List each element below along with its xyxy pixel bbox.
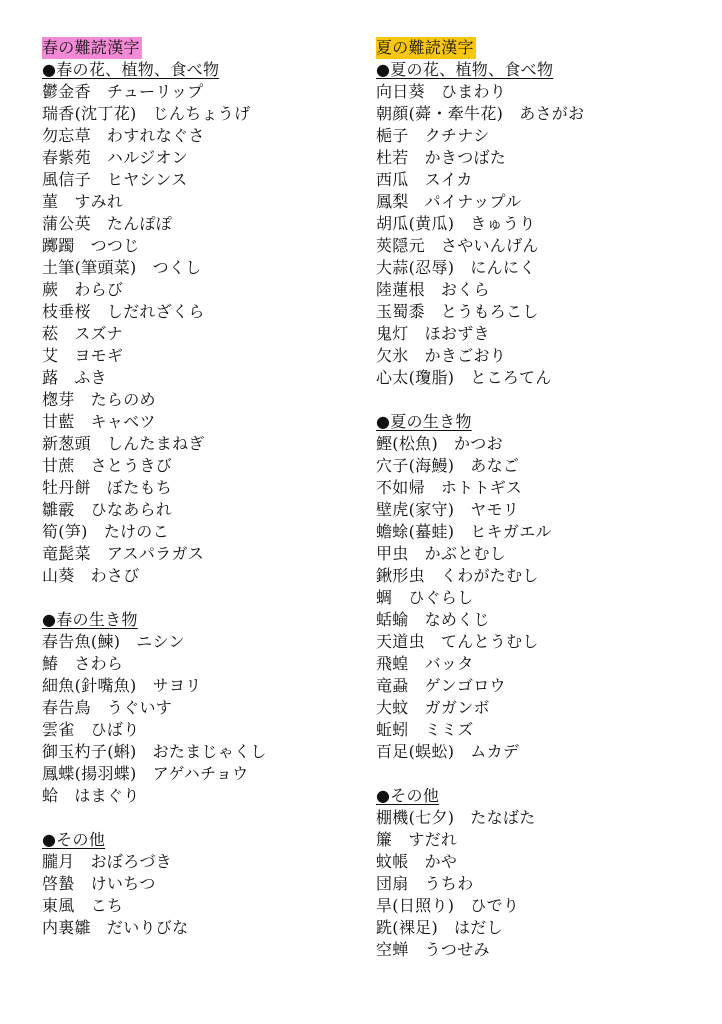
kanji-word: 躑躅	[42, 236, 75, 255]
kanji-word: 菫	[42, 192, 59, 211]
list-item	[376, 103, 696, 125]
kanji-word: 甲虫	[376, 544, 409, 563]
reading: すだれ	[408, 830, 458, 849]
list-item	[376, 697, 696, 719]
kanji-word: 春告魚(鰊)	[42, 632, 121, 651]
kanji-word: 百足(蜈蚣)	[376, 742, 455, 761]
reading: とうもろこし	[440, 302, 539, 321]
kanji-word: 筍(笋)	[42, 522, 88, 541]
list-item	[42, 719, 362, 741]
kanji-word: 梔子	[376, 126, 409, 145]
kanji-word: 胡瓜(黄瓜)	[376, 214, 455, 233]
kanji-word: 朝顔(蕣・牽牛花)	[376, 104, 504, 123]
reading: アゲハチョウ	[152, 764, 249, 783]
kanji-word: 蚊帳	[376, 852, 409, 871]
list-item	[42, 917, 362, 939]
kanji-word: 内裏雛	[42, 918, 91, 937]
reading: あさがお	[519, 104, 585, 123]
list-item	[42, 851, 362, 873]
reading: すみれ	[74, 192, 124, 211]
kanji-word: 御玉杓子(蝌)	[42, 742, 137, 761]
list-item	[376, 323, 696, 345]
kanji-word: 甘藍	[42, 412, 75, 431]
kanji-word: 蟾蜍(蟇蛙)	[376, 522, 455, 541]
list-item	[42, 521, 362, 543]
reading: ニシン	[136, 632, 185, 651]
kanji-word: 穴子(海鰻)	[376, 456, 455, 475]
reading: こち	[90, 896, 124, 915]
reading: サヨリ	[152, 676, 202, 695]
kanji-word: 蜩	[376, 588, 393, 607]
list-item	[42, 367, 362, 389]
list-item	[42, 345, 362, 367]
list-item	[376, 235, 696, 257]
list-item	[42, 763, 362, 785]
reading: ミミズ	[424, 720, 474, 739]
kanji-word: 簾	[376, 830, 393, 849]
list-item	[376, 169, 696, 191]
reading: ゲンゴロウ	[424, 676, 506, 695]
reading: じんちょうげ	[152, 104, 251, 123]
reading: なめくじ	[424, 610, 490, 629]
reading: ひでり	[470, 896, 520, 915]
reading: ヤモリ	[470, 500, 520, 519]
kanji-word: 東風	[42, 896, 75, 915]
list-item	[42, 257, 362, 279]
summer-title: 夏の難読漢字	[376, 38, 474, 57]
kanji-word: 蕨	[42, 280, 59, 299]
list-item	[42, 477, 362, 499]
list-item	[42, 675, 362, 697]
kanji-word: 竜髭菜	[42, 544, 91, 563]
kanji-word: 枝垂桜	[42, 302, 91, 321]
reading: うぐいす	[106, 698, 173, 717]
reading: くわがたむし	[440, 566, 539, 585]
list-item	[376, 521, 696, 543]
list-item	[376, 543, 696, 565]
reading: きゅうり	[470, 214, 536, 233]
list-item	[376, 477, 696, 499]
list-item	[42, 301, 362, 323]
reading: かや	[424, 852, 458, 871]
reading: パイナップル	[424, 192, 522, 211]
list-item	[376, 345, 696, 367]
list-item	[376, 609, 696, 631]
kanji-word: 朧月	[42, 852, 75, 871]
reading: たんぽぽ	[106, 214, 173, 233]
list-item	[42, 213, 362, 235]
reading: ひまわり	[440, 82, 507, 101]
kanji-word: 竜蝨	[376, 676, 409, 695]
list-item	[376, 851, 696, 873]
kanji-word: 団扇	[376, 874, 409, 893]
list-item	[376, 147, 696, 169]
list-item	[42, 455, 362, 477]
kanji-word: 春告鳥	[42, 698, 91, 717]
kanji-word: 勿忘草	[42, 126, 91, 145]
list-item	[42, 895, 362, 917]
kanji-word: 瑞香(沈丁花)	[42, 104, 137, 123]
kanji-word: 莢隠元	[376, 236, 425, 255]
reading: さわら	[74, 654, 124, 673]
list-item	[42, 499, 362, 521]
reading: ひぐらし	[408, 588, 474, 607]
reading: けいちつ	[90, 874, 156, 893]
list-item	[376, 675, 696, 697]
kanji-word: 飛蝗	[376, 654, 409, 673]
list-item	[42, 653, 362, 675]
kanji-word: 玉蜀黍	[376, 302, 425, 321]
list-item	[42, 389, 362, 411]
list-item	[376, 829, 696, 851]
list-item	[376, 279, 696, 301]
kanji-word: 細魚(針嘴魚)	[42, 676, 137, 695]
kanji-word: 風信子	[42, 170, 91, 189]
kanji-word: 菘	[42, 324, 59, 343]
reading: かぶとむし	[424, 544, 507, 563]
list-item	[42, 235, 362, 257]
kanji-word: 鰹(松魚)	[376, 434, 438, 453]
kanji-word: 雲雀	[42, 720, 75, 739]
list-item	[42, 543, 362, 565]
kanji-word: 大蚊	[376, 698, 409, 717]
reading: さやいんげん	[440, 236, 539, 255]
list-item	[42, 323, 362, 345]
list-item	[376, 433, 696, 455]
summer-column	[376, 37, 696, 961]
kanji-word: 旱(日照り)	[376, 896, 455, 915]
kanji-word: 蛤	[42, 786, 59, 805]
reading: おぼろづき	[90, 852, 172, 871]
list-item	[376, 125, 696, 147]
reading: ヒキガエル	[470, 522, 552, 541]
reading: たなばた	[470, 808, 536, 827]
reading: ほおずき	[424, 324, 490, 343]
reading: たけのこ	[103, 522, 169, 541]
list-item	[376, 367, 696, 389]
kanji-word: 蚯蚓	[376, 720, 409, 739]
list-item	[376, 499, 696, 521]
reading: うちわ	[424, 874, 474, 893]
reading: つつじ	[90, 236, 140, 255]
list-item	[42, 81, 362, 103]
kanji-word: 鍬形虫	[376, 566, 425, 585]
summer-section-heading: ●夏の花、植物、食べ物	[376, 60, 554, 79]
kanji-word: 蕗	[42, 368, 59, 387]
reading: かきごおり	[424, 346, 507, 365]
kanji-word: 欠氷	[376, 346, 409, 365]
list-item	[376, 301, 696, 323]
reading: ムカデ	[470, 742, 520, 761]
list-item	[376, 257, 696, 279]
kanji-word: 天道虫	[376, 632, 425, 651]
reading: キャベツ	[90, 412, 156, 431]
reading: ハルジオン	[106, 148, 189, 167]
list-item	[376, 719, 696, 741]
reading: さとうきび	[90, 456, 173, 475]
reading: スズナ	[74, 324, 123, 343]
reading: ところてん	[470, 368, 552, 387]
list-item	[376, 213, 696, 235]
kanji-word: 鳳蝶(揚羽蝶)	[42, 764, 137, 783]
kanji-word: 鰆	[42, 654, 59, 673]
list-item	[42, 631, 362, 653]
reading: だいりびな	[106, 918, 189, 937]
kanji-word: 鬱金香	[42, 82, 91, 101]
kanji-word: 棚機(七夕)	[376, 808, 455, 827]
list-item	[42, 411, 362, 433]
list-item	[42, 191, 362, 213]
list-item	[42, 565, 362, 587]
kanji-word: 鳳梨	[376, 192, 409, 211]
reading: しんたまねぎ	[106, 434, 205, 453]
list-item	[42, 785, 362, 807]
spring-title: 春の難読漢字	[42, 38, 140, 57]
list-item	[42, 741, 362, 763]
kanji-word: 大蒜(忍辱)	[376, 258, 455, 277]
reading: わさび	[90, 566, 140, 585]
list-item	[42, 279, 362, 301]
spring-section-heading: ●その他	[42, 830, 106, 849]
kanji-word: 甘蔗	[42, 456, 75, 475]
reading: アスパラガス	[106, 544, 205, 563]
reading: かきつばた	[424, 148, 507, 167]
reading: ガガンボ	[424, 698, 490, 717]
kanji-word: 鬼灯	[376, 324, 409, 343]
reading: ひばり	[90, 720, 140, 739]
spring-column	[42, 37, 362, 939]
reading: クチナシ	[424, 126, 490, 145]
list-item	[376, 939, 696, 961]
kanji-word: 跣(裸足)	[376, 918, 438, 937]
kanji-word: 山葵	[42, 566, 75, 585]
reading: はまぐり	[74, 786, 140, 805]
list-item	[42, 169, 362, 191]
kanji-word: 艾	[42, 346, 59, 365]
kanji-word: 陸蓮根	[376, 280, 425, 299]
list-item	[376, 455, 696, 477]
reading: かつお	[454, 434, 503, 453]
spring-section-heading: ●春の花、植物、食べ物	[42, 60, 220, 79]
kanji-word: 杜若	[376, 148, 409, 167]
list-item	[42, 103, 362, 125]
reading: ふき	[74, 368, 107, 387]
list-item	[376, 653, 696, 675]
list-item	[376, 587, 696, 609]
list-item	[42, 147, 362, 169]
kanji-word: 土筆(筆頭菜)	[42, 258, 137, 277]
reading: はだし	[454, 918, 503, 937]
list-item	[376, 917, 696, 939]
reading: ホトトギス	[440, 478, 523, 497]
summer-section-heading: ●その他	[376, 786, 440, 805]
kanji-word: 壁虎(家守)	[376, 500, 455, 519]
list-item	[376, 873, 696, 895]
reading: ヨモギ	[74, 346, 124, 365]
kanji-word: 不如帰	[376, 478, 425, 497]
kanji-word: 新葱頭	[42, 434, 91, 453]
reading: わすれなぐさ	[106, 126, 205, 145]
reading: うつせみ	[424, 940, 490, 959]
reading: スイカ	[424, 170, 473, 189]
reading: あなご	[470, 456, 520, 475]
kanji-word: 空蝉	[376, 940, 409, 959]
reading: にんにく	[470, 258, 536, 277]
reading: チューリップ	[106, 82, 204, 101]
reading: ぼたもち	[106, 478, 173, 497]
list-item	[376, 631, 696, 653]
kanji-word: 楤芽	[42, 390, 75, 409]
kanji-word: 春紫苑	[42, 148, 91, 167]
list-item	[376, 807, 696, 829]
list-item	[376, 191, 696, 213]
kanji-word: 雛霰	[42, 500, 75, 519]
list-item	[376, 81, 696, 103]
kanji-word: 牡丹餅	[42, 478, 91, 497]
reading: ヒヤシンス	[106, 170, 188, 189]
list-item	[42, 697, 362, 719]
summer-section-heading: ●夏の生き物	[376, 412, 472, 431]
reading: わらび	[74, 280, 124, 299]
reading: しだれざくら	[106, 302, 205, 321]
kanji-word: 蛞蝓	[376, 610, 409, 629]
reading: つくし	[152, 258, 202, 277]
list-item	[42, 873, 362, 895]
list-item	[42, 433, 362, 455]
kanji-word: 蒲公英	[42, 214, 91, 233]
kanji-word: 啓蟄	[42, 874, 75, 893]
list-item	[42, 125, 362, 147]
reading: たらのめ	[90, 390, 156, 409]
reading: バッタ	[424, 654, 474, 673]
list-item	[376, 565, 696, 587]
reading: おくら	[440, 280, 490, 299]
kanji-word: 心太(瓊脂)	[376, 368, 455, 387]
reading: おたまじゃくし	[152, 742, 267, 761]
kanji-word: 向日葵	[376, 82, 425, 101]
kanji-word: 西瓜	[376, 170, 409, 189]
list-item	[376, 741, 696, 763]
reading: てんとうむし	[440, 632, 539, 651]
list-item	[376, 895, 696, 917]
reading: ひなあられ	[90, 500, 173, 519]
spring-section-heading: ●春の生き物	[42, 610, 138, 629]
